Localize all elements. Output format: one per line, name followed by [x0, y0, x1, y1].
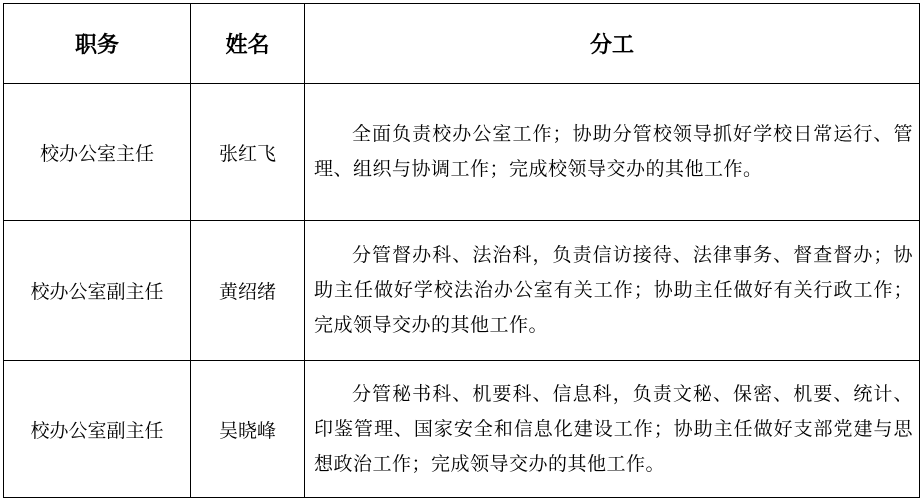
- duty-cell: 分管督办科、法治科，负责信访接待、法律事务、督查督办；协助主任做好学校法治办公室有关工作；协助主任做好有关行政工作；完成领导交办的其他工作。: [305, 221, 920, 361]
- name-cell: 黄绍绪: [191, 221, 305, 361]
- header-position: 职务: [4, 4, 191, 84]
- table-row: [4, 84, 920, 221]
- table-row: [4, 361, 920, 498]
- header-duty: 分工: [305, 4, 920, 84]
- duty-cell: 全面负责校办公室工作；协助分管校领导抓好学校日常运行、管理、组织与协调工作；完成校领导交办的其他工作。: [305, 84, 920, 221]
- position-cell: 校办公室主任: [4, 84, 191, 221]
- duty-cell: 分管秘书科、机要科、信息科，负责文秘、保密、机要、统计、印鉴管理、国家安全和信息化建设工作；协助主任做好支部党建与思想政治工作；完成领导交办的其他工作。: [305, 361, 920, 498]
- name-cell: 吴晓峰: [191, 361, 305, 498]
- staff-duty-table: [3, 3, 920, 498]
- position-cell: 校办公室副主任: [4, 221, 191, 361]
- name-cell: 张红飞: [191, 84, 305, 221]
- table-row: [4, 221, 920, 361]
- table-header-row: [4, 4, 920, 84]
- header-name: 姓名: [191, 4, 305, 84]
- position-cell: 校办公室副主任: [4, 361, 191, 498]
